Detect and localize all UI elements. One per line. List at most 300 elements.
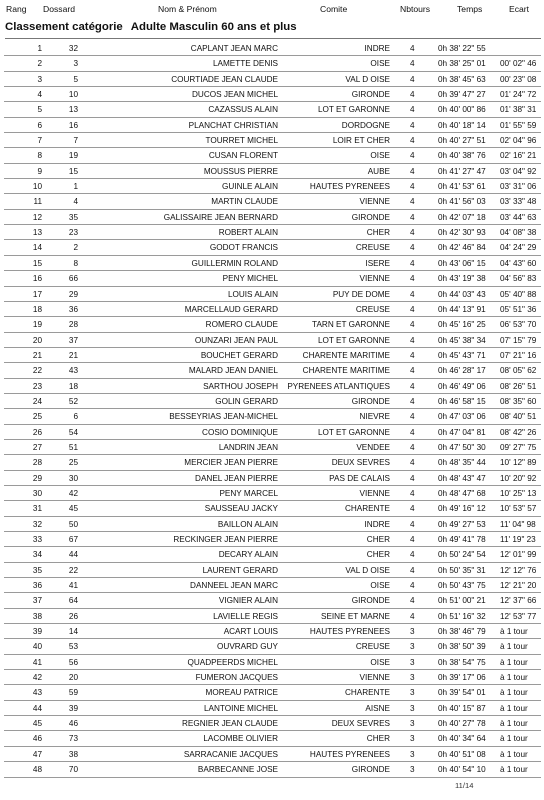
cell-ecart: à 1 tour <box>500 657 528 667</box>
table-row <box>0 87 544 102</box>
cell-comite: VIENNE <box>359 673 390 683</box>
cell-comite: PYRENEES ATLANTIQUES <box>287 381 390 391</box>
cell-rang: 38 <box>32 611 42 621</box>
column-header-nbtours: Nbtours <box>400 4 431 14</box>
cell-ecart: à 1 tour <box>500 642 528 652</box>
cell-nbtours: 3 <box>410 657 415 667</box>
cell-rang: 30 <box>32 488 42 498</box>
cell-nbtours: 4 <box>410 611 415 621</box>
cell-rang: 13 <box>32 228 42 238</box>
cell-ecart: 12' 21" 20 <box>500 581 537 591</box>
title-category: Adulte Masculin 60 ans et plus <box>130 21 297 33</box>
cell-nom: PLANCHAT CHRISTIAN <box>188 120 278 130</box>
cell-ecart: 03' 44" 63 <box>500 212 537 222</box>
cell-dossard: 25 <box>68 458 78 468</box>
table-row <box>0 256 544 271</box>
cell-nom: DUCOS JEAN MICHEL <box>192 90 278 100</box>
cell-temps: 0h 40' 00" 86 <box>438 105 486 115</box>
table-row <box>0 471 544 486</box>
cell-ecart: à 1 tour <box>500 734 528 744</box>
cell-dossard: 30 <box>68 473 78 483</box>
cell-temps: 0h 48' 35" 44 <box>438 458 486 468</box>
cell-ecart: 11' 19" 23 <box>500 535 536 544</box>
table-row <box>0 72 544 87</box>
cell-nbtours: 4 <box>410 258 415 268</box>
cell-temps: 0h 38' 45" 63 <box>438 74 486 84</box>
cell-rang: 24 <box>32 396 42 406</box>
cell-nom: ACART LOUIS <box>223 627 278 637</box>
table-row <box>0 578 544 593</box>
cell-ecart: 02' 04" 96 <box>500 136 537 146</box>
cell-ecart: 04' 56" 83 <box>500 274 537 284</box>
cell-nom: CUSAN FLORENT <box>208 151 278 161</box>
table-row <box>0 164 544 179</box>
cell-nom: LOUIS ALAIN <box>227 289 278 299</box>
cell-comite: PUY DE DOME <box>332 289 390 299</box>
title-divider <box>5 38 541 39</box>
cell-temps: 0h 45' 16" 25 <box>438 320 486 330</box>
cell-rang: 14 <box>32 243 42 253</box>
cell-ecart: 10' 25" 13 <box>500 488 537 498</box>
cell-comite: HAUTES PYRENEES <box>309 182 390 192</box>
cell-ecart: 12' 12" 76 <box>500 565 537 575</box>
cell-nom: MOUSSUS PIERRE <box>203 166 278 176</box>
cell-nom: BARBECANNE JOSE <box>197 765 278 775</box>
cell-nom: PENY MARCEL <box>219 488 278 498</box>
cell-comite: OISE <box>370 581 390 591</box>
cell-comite: CHARENTE <box>344 688 390 698</box>
cell-nbtours: 4 <box>410 535 415 544</box>
cell-nbtours: 4 <box>410 274 415 284</box>
table-row <box>0 731 544 746</box>
cell-comite: ISERE <box>365 258 390 268</box>
cell-nom: SARRACANIE JACQUES <box>183 749 278 759</box>
cell-rang: 45 <box>32 719 42 729</box>
cell-rang: 25 <box>32 412 42 422</box>
cell-ecart: 10' 20" 92 <box>500 473 537 483</box>
cell-comite: INDRE <box>364 519 390 529</box>
cell-rang: 44 <box>32 703 42 713</box>
cell-dossard: 29 <box>68 289 78 299</box>
column-header-temps: Temps <box>457 4 483 14</box>
cell-nom: RECKINGER JEAN PIERRE <box>173 535 278 544</box>
column-header-nom: Nom & Prénom <box>158 4 217 14</box>
cell-comite: DEUX SEVRES <box>331 458 390 468</box>
cell-dossard: 26 <box>68 611 78 621</box>
cell-nom: MERCIER JEAN PIERRE <box>184 458 278 468</box>
cell-rang: 37 <box>32 596 42 606</box>
cell-dossard: 28 <box>68 320 78 330</box>
cell-nom: ROMERO CLAUDE <box>205 320 278 330</box>
cell-temps: 0h 50' 35" 31 <box>438 565 486 575</box>
cell-dossard: 4 <box>73 197 78 207</box>
cell-rang: 43 <box>32 688 42 698</box>
table-row <box>0 287 544 302</box>
cell-nom: SARTHOU JOSEPH <box>203 381 278 391</box>
cell-rang: 41 <box>32 657 42 667</box>
cell-dossard: 32 <box>68 44 78 53</box>
cell-temps: 0h 42' 07" 18 <box>438 212 486 222</box>
cell-temps: 0h 42' 46" 84 <box>438 243 486 253</box>
cell-ecart: 06' 53" 70 <box>500 320 537 330</box>
cell-nbtours: 4 <box>410 335 415 345</box>
cell-dossard: 46 <box>68 719 78 729</box>
cell-nom: CAPLANT JEAN MARC <box>190 44 278 53</box>
cell-nom: GOLIN GERARD <box>215 396 278 406</box>
table-row <box>0 348 544 363</box>
cell-rang: 10 <box>32 182 42 192</box>
cell-comite: PAS DE CALAIS <box>329 473 390 483</box>
cell-ecart: à 1 tour <box>500 688 528 698</box>
cell-dossard: 20 <box>68 673 78 683</box>
cell-comite: VIENNE <box>359 197 390 207</box>
cell-nom: BESSEYRIAS JEAN-MICHEL <box>169 412 278 422</box>
cell-nbtours: 4 <box>410 105 415 115</box>
cell-nbtours: 4 <box>410 212 415 222</box>
cell-nom: LAURENT GERARD <box>202 565 278 575</box>
cell-nbtours: 4 <box>410 442 415 452</box>
cell-comite: SEINE ET MARNE <box>320 611 390 621</box>
cell-ecart: 08' 42" 26 <box>500 427 537 437</box>
cell-rang: 2 <box>37 59 42 69</box>
cell-nbtours: 3 <box>410 627 415 637</box>
table-row <box>0 670 544 685</box>
cell-comite: OISE <box>370 657 390 667</box>
cell-ecart: 03' 04" 92 <box>500 166 537 176</box>
cell-rang: 40 <box>32 642 42 652</box>
cell-dossard: 13 <box>68 105 78 115</box>
cell-temps: 0h 47' 50" 30 <box>438 442 486 452</box>
cell-dossard: 16 <box>68 120 78 130</box>
cell-rang: 3 <box>37 74 42 84</box>
cell-rang: 4 <box>37 90 42 100</box>
cell-rang: 26 <box>32 427 42 437</box>
cell-nom: LANTOINE MICHEL <box>203 703 278 713</box>
cell-comite: CHER <box>366 550 390 560</box>
cell-temps: 0h 38' 22" 55 <box>438 44 486 53</box>
table-row <box>0 148 544 163</box>
cell-temps: 0h 49' 27" 53 <box>438 519 486 529</box>
cell-nom: FUMERON JACQUES <box>195 673 278 683</box>
cell-rang: 29 <box>32 473 42 483</box>
cell-comite: TARN ET GARONNE <box>312 320 390 330</box>
cell-nom: COSIO DOMINIQUE <box>202 427 278 437</box>
cell-comite: AISNE <box>365 703 390 713</box>
cell-comite: CREUSE <box>355 243 390 253</box>
cell-comite: CHARENTE MARITIME <box>302 350 390 360</box>
cell-nom: MARTIN CLAUDE <box>211 197 278 207</box>
cell-ecart: 10' 53" 57 <box>500 504 537 514</box>
cell-ecart: 08' 26" 51 <box>500 381 537 391</box>
cell-temps: 0h 43' 19" 38 <box>438 274 486 284</box>
cell-nbtours: 4 <box>410 381 415 391</box>
table-row <box>0 271 544 286</box>
cell-comite: VAL D OISE <box>345 565 390 575</box>
cell-nbtours: 4 <box>410 396 415 406</box>
table-row <box>0 179 544 194</box>
table-row <box>0 762 544 777</box>
table-row <box>0 363 544 378</box>
cell-nbtours: 4 <box>410 136 415 146</box>
cell-temps: 0h 40' 15" 87 <box>438 703 486 713</box>
cell-nom: MALARD JEAN DANIEL <box>188 366 278 376</box>
cell-nbtours: 3 <box>410 688 415 698</box>
cell-nbtours: 4 <box>410 166 415 176</box>
cell-ecart: 12' 37" 66 <box>500 596 537 606</box>
cell-rang: 22 <box>32 366 42 376</box>
cell-temps: 0h 40' 38" 76 <box>438 151 486 161</box>
cell-dossard: 43 <box>68 366 78 376</box>
cell-ecart: à 1 tour <box>500 749 528 759</box>
cell-comite: DEUX SEVRES <box>331 719 390 729</box>
cell-rang: 32 <box>32 519 42 529</box>
table-row <box>0 747 544 762</box>
cell-comite: VAL D OISE <box>345 74 390 84</box>
table-row <box>0 685 544 700</box>
cell-temps: 0h 40' 34" 64 <box>438 734 486 744</box>
cell-temps: 0h 51' 16" 32 <box>438 611 486 621</box>
cell-nbtours: 4 <box>410 59 415 69</box>
cell-nom: MARCELLAUD GERARD <box>184 304 278 314</box>
cell-rang: 19 <box>32 320 42 330</box>
cell-nom: DANNEEL JEAN MARC <box>190 581 278 591</box>
cell-dossard: 66 <box>68 274 78 284</box>
cell-dossard: 35 <box>68 212 78 222</box>
cell-temps: 0h 39' 17" 06 <box>438 673 486 683</box>
cell-temps: 0h 40' 27" 51 <box>438 136 486 146</box>
table-row <box>0 210 544 225</box>
cell-temps: 0h 48' 43" 47 <box>438 473 486 483</box>
cell-nom: LANDRIN JEAN <box>218 442 278 452</box>
table-row <box>0 563 544 578</box>
cell-comite: GIRONDE <box>351 596 390 606</box>
cell-dossard: 51 <box>68 442 78 452</box>
table-row <box>0 532 544 547</box>
cell-temps: 0h 46' 49" 06 <box>438 381 486 391</box>
table-row <box>0 593 544 608</box>
cell-nbtours: 3 <box>410 719 415 729</box>
table-row <box>0 317 544 332</box>
cell-ecart: 07' 21" 16 <box>500 350 537 360</box>
cell-rang: 1 <box>37 44 42 53</box>
cell-dossard: 5 <box>73 74 78 84</box>
cell-comite: CHER <box>366 734 390 744</box>
cell-nbtours: 3 <box>410 642 415 652</box>
cell-nom: BOUCHET GERARD <box>200 350 278 360</box>
cell-ecart: 01' 38" 31 <box>500 105 537 115</box>
cell-nom: LAMETTE DENIS <box>212 59 278 69</box>
cell-rang: 35 <box>32 565 42 575</box>
table-row <box>0 133 544 148</box>
cell-rang: 28 <box>32 458 42 468</box>
cell-temps: 0h 39' 54" 01 <box>438 688 486 698</box>
table-row <box>0 194 544 209</box>
cell-nom: DANEL JEAN PIERRE <box>195 473 278 483</box>
cell-dossard: 19 <box>68 151 78 161</box>
cell-ecart: 08' 40" 51 <box>500 412 537 422</box>
table-row <box>0 440 544 455</box>
cell-ecart: 05' 51" 36 <box>500 304 537 314</box>
table-row <box>0 455 544 470</box>
cell-comite: AUBE <box>367 166 390 176</box>
cell-rang: 11 <box>33 197 42 207</box>
cell-temps: 0h 51' 00" 21 <box>438 596 486 606</box>
cell-dossard: 6 <box>73 412 78 422</box>
cell-temps: 0h 40' 27" 78 <box>438 719 486 729</box>
title-label: Classement catégorie <box>5 21 123 33</box>
cell-dossard: 14 <box>68 627 78 637</box>
column-header-comite: Comite <box>320 4 348 14</box>
cell-dossard: 64 <box>68 596 78 606</box>
cell-dossard: 23 <box>68 228 78 238</box>
cell-comite: GIRONDE <box>351 90 390 100</box>
cell-temps: 0h 47' 03" 06 <box>438 412 486 422</box>
cell-temps: 0h 44' 13" 91 <box>438 304 486 314</box>
cell-temps: 0h 50' 43" 75 <box>438 581 486 591</box>
cell-temps: 0h 44' 03" 43 <box>438 289 486 299</box>
cell-comite: GIRONDE <box>351 765 390 775</box>
cell-nbtours: 4 <box>410 473 415 483</box>
cell-comite: CHER <box>366 535 390 544</box>
table-row <box>0 716 544 731</box>
cell-comite: OISE <box>370 151 390 161</box>
cell-ecart: 11' 04" 98 <box>500 519 536 529</box>
cell-temps: 0h 49' 16" 12 <box>438 504 486 514</box>
table-row <box>0 41 544 56</box>
cell-comite: INDRE <box>364 44 390 53</box>
cell-nbtours: 3 <box>410 749 415 759</box>
cell-rang: 16 <box>32 274 42 284</box>
table-row <box>0 517 544 532</box>
cell-temps: 0h 41' 53" 61 <box>438 182 486 192</box>
cell-comite: HAUTES PYRENEES <box>309 749 390 759</box>
cell-comite: CHER <box>366 228 390 238</box>
cell-ecart: 07' 15" 79 <box>500 335 537 345</box>
cell-nbtours: 4 <box>410 550 415 560</box>
table-row <box>0 409 544 424</box>
cell-nom: DECARY ALAIN <box>218 550 278 560</box>
cell-ecart: 01' 55" 59 <box>500 120 537 130</box>
cell-temps: 0h 46' 58" 15 <box>438 396 486 406</box>
table-row <box>0 333 544 348</box>
cell-ecart: 04' 24" 29 <box>500 243 537 253</box>
cell-nom: SAUSSEAU JACKY <box>204 504 278 514</box>
cell-comite: CHARENTE <box>344 504 390 514</box>
cell-temps: 0h 40' 51" 08 <box>438 749 486 759</box>
cell-nom: GUINLE ALAIN <box>222 182 278 192</box>
cell-ecart: 08' 35" 60 <box>500 396 537 406</box>
cell-ecart: 00' 23" 08 <box>500 74 537 84</box>
cell-nbtours: 4 <box>410 197 415 207</box>
cell-rang: 8 <box>37 151 42 161</box>
cell-dossard: 22 <box>68 565 78 575</box>
cell-comite: CREUSE <box>355 304 390 314</box>
cell-temps: 0h 47' 04" 81 <box>438 427 486 437</box>
cell-dossard: 10 <box>68 90 78 100</box>
cell-temps: 0h 48' 47" 68 <box>438 488 486 498</box>
cell-nom: LACOMBE OLIVIER <box>203 734 278 744</box>
column-header-dossard: Dossard <box>43 4 75 14</box>
table-row <box>0 547 544 562</box>
cell-nbtours: 4 <box>410 565 415 575</box>
cell-nbtours: 4 <box>410 458 415 468</box>
cell-dossard: 7 <box>73 136 78 146</box>
category-title <box>5 21 541 36</box>
cell-nom: GUILLERMIN ROLAND <box>191 258 278 268</box>
cell-ecart: 00' 02" 46 <box>500 59 537 69</box>
table-row <box>0 118 544 133</box>
cell-nbtours: 4 <box>410 581 415 591</box>
table-row <box>0 225 544 240</box>
cell-dossard: 53 <box>68 642 78 652</box>
cell-comite: GIRONDE <box>351 396 390 406</box>
cell-rang: 21 <box>32 350 42 360</box>
cell-temps: 0h 38' 50" 39 <box>438 642 486 652</box>
cell-ecart: 09' 27" 75 <box>500 442 537 452</box>
cell-dossard: 59 <box>68 688 78 698</box>
cell-nbtours: 4 <box>410 320 415 330</box>
table-row <box>0 240 544 255</box>
cell-temps: 0h 38' 25" 01 <box>438 59 486 69</box>
cell-rang: 33 <box>32 535 42 544</box>
cell-temps: 0h 49' 41" 78 <box>438 535 486 544</box>
cell-nbtours: 4 <box>410 366 415 376</box>
cell-temps: 0h 45' 38" 34 <box>438 335 486 345</box>
cell-rang: 27 <box>32 442 42 452</box>
cell-dossard: 44 <box>68 550 78 560</box>
cell-nbtours: 4 <box>410 504 415 514</box>
cell-dossard: 45 <box>68 504 78 514</box>
cell-nom: PENY MICHEL <box>222 274 278 284</box>
cell-comite: LOT ET GARONNE <box>317 427 390 437</box>
cell-ecart: à 1 tour <box>500 703 528 713</box>
cell-dossard: 15 <box>68 166 78 176</box>
cell-comite: LOT ET GARONNE <box>317 335 390 345</box>
cell-nbtours: 4 <box>410 74 415 84</box>
cell-rang: 39 <box>32 627 42 637</box>
table-row <box>0 379 544 394</box>
cell-rang: 36 <box>32 581 42 591</box>
cell-dossard: 2 <box>73 243 78 253</box>
cell-nbtours: 3 <box>410 734 415 744</box>
cell-nbtours: 3 <box>410 765 415 775</box>
page-number: 11/14 <box>455 781 474 790</box>
cell-rang: 46 <box>32 734 42 744</box>
table-row <box>0 639 544 654</box>
cell-temps: 0h 40' 54" 10 <box>438 765 486 775</box>
cell-ecart: 05' 40" 88 <box>500 289 537 299</box>
cell-comite: GIRONDE <box>351 212 390 222</box>
results-table <box>0 41 544 778</box>
cell-comite: CREUSE <box>355 642 390 652</box>
cell-ecart: 12' 01" 99 <box>500 550 537 560</box>
cell-dossard: 21 <box>68 350 78 360</box>
cell-dossard: 50 <box>68 519 78 529</box>
cell-nbtours: 4 <box>410 289 415 299</box>
cell-nbtours: 3 <box>410 673 415 683</box>
cell-ecart: 02' 16" 21 <box>500 151 537 161</box>
cell-nbtours: 4 <box>410 151 415 161</box>
cell-ecart: 04' 08" 38 <box>500 228 537 238</box>
cell-comite: VENDEE <box>356 442 390 452</box>
cell-dossard: 18 <box>68 381 78 391</box>
table-row <box>0 701 544 716</box>
cell-rang: 9 <box>37 166 42 176</box>
cell-rang: 48 <box>32 765 42 775</box>
cell-dossard: 39 <box>68 703 78 713</box>
table-row <box>0 302 544 317</box>
cell-dossard: 70 <box>68 765 78 775</box>
